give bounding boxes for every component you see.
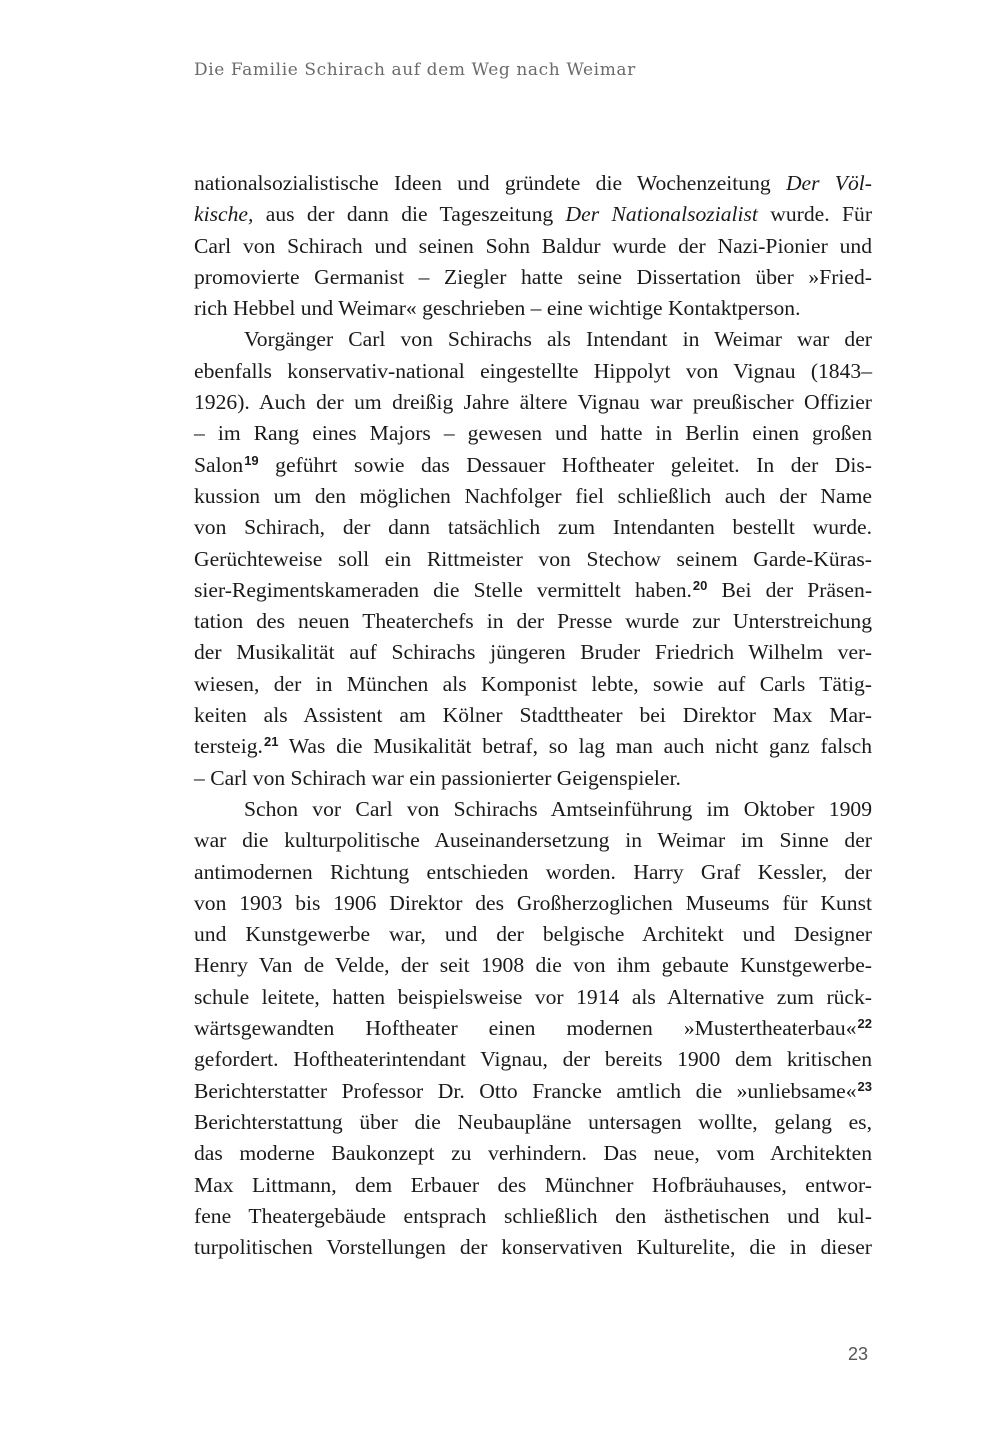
footnote-ref: 22 <box>857 1016 872 1032</box>
text-line: rich Hebbel und Weimar« geschrieben – eine wichtige Kontaktperson. <box>194 296 801 321</box>
text-line: fene Theatergebäude entsprach schließlich den ästhetischen und kul- <box>194 1203 872 1228</box>
text-line: gefordert. Hoftheaterintendant Vignau, der bereits 1900 dem kritischen <box>194 1047 872 1072</box>
running-head: Die Familie Schirach auf dem Weg nach Weimar <box>194 60 636 80</box>
footnote-ref: 19 <box>244 452 259 468</box>
text-line: nationalsozialistische Ideen und gründete die Wochenzeitung Der Völ- <box>194 171 872 195</box>
text-line: war die kulturpolitische Auseinandersetzung in Weimar im Sinne der <box>194 828 872 853</box>
text-line: Henry Van de Velde, der seit 1908 die von ihm gebaute Kunstgewerbe- <box>194 953 872 978</box>
text-line: wiesen, der in München als Komponist lebte, sowie auf Carls Tätig- <box>194 671 872 696</box>
text-line: Vorgänger Carl von Schirachs als Intendant in Weimar war der <box>244 327 872 352</box>
text-line: Salon$^{19}$ geführt sowie das Dessauer Hoftheater geleitet. In der Dis- <box>194 452 872 477</box>
text-line: keiten als Assistent am Kölner Stadttheater bei Direktor Max Mar- <box>194 703 872 728</box>
body-text <box>194 168 872 1263</box>
footnote-ref: 20 <box>692 577 708 593</box>
text-line: das moderne Baukonzept zu verhindern. Das neue, vom Architekten <box>194 1141 872 1166</box>
page-number: 23 <box>848 1344 869 1364</box>
text-line: 1926). Auch der um dreißig Jahre ältere Vignau war preußischer Offizier <box>194 390 872 415</box>
text-line: ebenfalls konservativ-national eingestellte Hippolyt von Vignau (1843– <box>194 358 872 383</box>
text-line: Schon vor Carl von Schirachs Amtseinführung im Oktober 1909 <box>244 796 872 821</box>
text-line: Max Littmann, dem Erbauer des Münchner Hofbräuhauses, entwor- <box>194 1172 872 1197</box>
text-line: antimodernen Richtung entschieden worden. Harry Graf Kessler, der <box>194 859 872 884</box>
footnote-ref: 23 <box>857 1078 872 1094</box>
text-line: und Kunstgewerbe war, und der belgische Architekt und Designer <box>194 922 872 947</box>
text-line: Carl von Schirach und seinen Sohn Baldur wurde der Nazi-Pionier und <box>194 233 872 258</box>
text-line: schule leitete, hatten beispielsweise vor 1914 als Alternative zum rück- <box>194 984 872 1009</box>
text-line: Gerüchteweise soll ein Rittmeister von Stechow seinem Garde-Küras- <box>194 546 872 571</box>
text-line: Berichterstattung über die Neubaupläne untersagen wollte, gelang es, <box>194 1109 872 1134</box>
text-line: tation des neuen Theaterchefs in der Presse wurde zur Unterstreichung <box>194 609 872 634</box>
text-line: sier-Regimentskameraden die Stelle vermittelt haben.$^{20}$ Bei der Präsen- <box>194 577 873 602</box>
text-line: turpolitischen Vorstellungen der konservativen Kulturelite, die in dieser <box>194 1235 872 1260</box>
text-line: – im Rang eines Majors – gewesen und hatte in Berlin einen großen <box>194 421 872 446</box>
footnote-ref: 21 <box>263 734 279 750</box>
text-line: – Carl von Schirach war ein passionierter Geigenspieler. <box>194 765 681 790</box>
text-line: kussion um den möglichen Nachfolger fiel schließlich auch der Name <box>194 483 872 508</box>
text-line: von 1903 bis 1906 Direktor des Großherzoglichen Museums für Kunst <box>194 890 872 915</box>
text-line: kische, aus der dann die Tageszeitung Der Nationalsozialist wurde. Für <box>194 202 873 227</box>
text-line: der Musikalität auf Schirachs jüngeren Bruder Friedrich Wilhelm ver- <box>194 640 872 665</box>
text-line: von Schirach, der dann tatsächlich zum Intendanten bestellt wurde. <box>194 515 872 540</box>
text-line: wärtsgewandten Hoftheater einen modernen »Mustertheaterbau«$^{22}$ <box>194 1016 872 1041</box>
text-line: promovierte Germanist – Ziegler hatte seine Dissertation über »Fried- <box>194 264 872 289</box>
text-line: Berichterstatter Professor Dr. Otto Francke amtlich die »unliebsame«$^{23}$ <box>194 1078 872 1103</box>
text-line: tersteig.$^{21}$ Was die Musikalität betraf, so lag man auch nicht ganz falsch <box>194 734 872 759</box>
